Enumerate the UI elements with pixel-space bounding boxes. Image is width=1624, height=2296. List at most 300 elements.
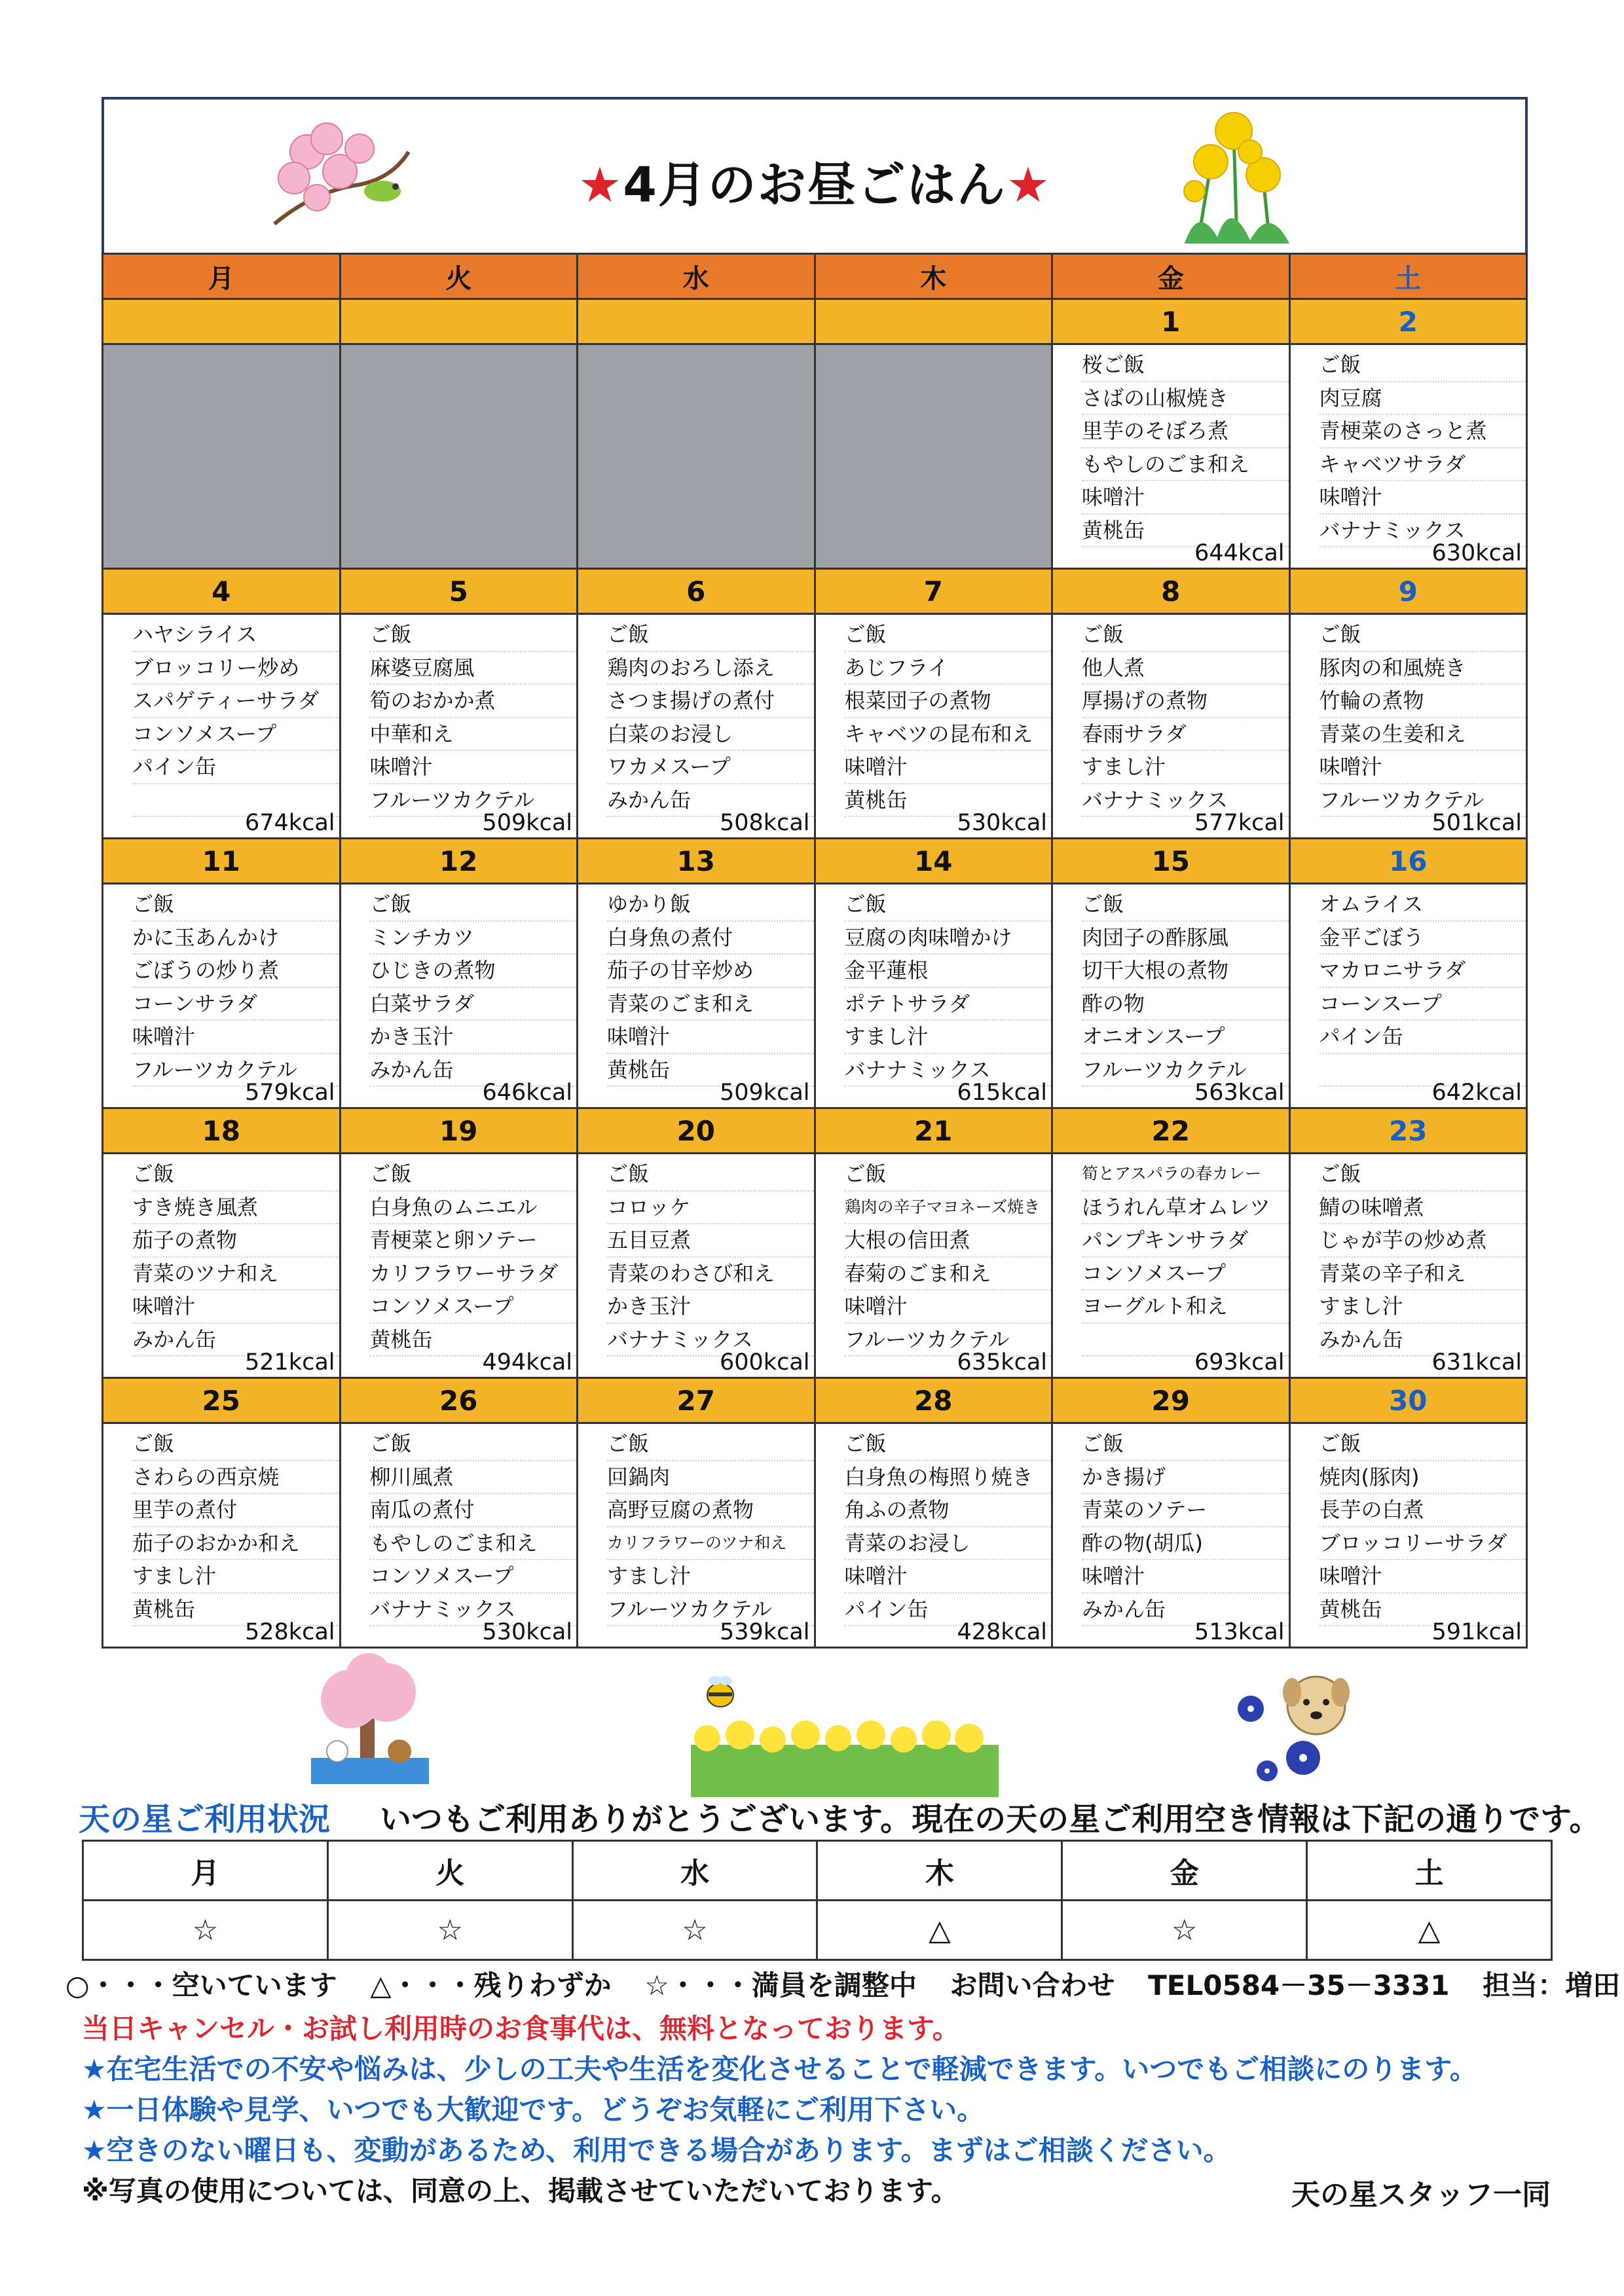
avail-day-mon: 月 xyxy=(83,1841,328,1901)
menu-item-list xyxy=(103,884,339,1087)
menu-item: 白身魚の梅照り焼き xyxy=(845,1461,1052,1495)
date-cell: 29 xyxy=(1052,1378,1290,1423)
menu-cell xyxy=(1052,1423,1290,1648)
date-cell: 13 xyxy=(578,839,815,884)
weekday-tue: 火 xyxy=(340,254,578,299)
date-cell: 5 xyxy=(340,569,578,614)
menu-item: 春雨サラダ xyxy=(1082,718,1289,752)
menu-item: オニオンスープ xyxy=(1082,1021,1289,1054)
menu-item: 金平ごぼう xyxy=(1320,922,1526,955)
empty-menu-cell xyxy=(340,344,578,569)
kcal-label: 642kcal xyxy=(1431,1080,1522,1106)
menu-item: すまし汁 xyxy=(1320,1290,1526,1324)
menu-item: ご飯 xyxy=(370,619,577,652)
menu-item: すまし汁 xyxy=(1082,751,1289,784)
avail-day-sat: 土 xyxy=(1307,1841,1552,1901)
date-cell: 11 xyxy=(103,839,341,884)
menu-item: 味噌汁 xyxy=(132,1290,339,1324)
date-row xyxy=(103,839,1527,884)
menu-item: コンソメスープ xyxy=(132,718,339,752)
menu-item: 白菜サラダ xyxy=(370,988,577,1021)
calendar-body xyxy=(103,254,1527,1648)
legend-few: △・・・残りわずか xyxy=(370,1969,612,2001)
date-cell xyxy=(103,299,341,344)
date-cell: 6 xyxy=(578,569,815,614)
menu-item: ご飯 xyxy=(370,1428,577,1461)
menu-item: ご飯 xyxy=(1320,619,1526,652)
menu-item-list xyxy=(341,884,577,1087)
menu-item: 白身魚の煮付 xyxy=(607,922,814,955)
menu-item: ご飯 xyxy=(1082,888,1289,922)
menu-item-list xyxy=(578,345,814,349)
weekday-mon: 月 xyxy=(103,254,341,299)
menu-item-list xyxy=(816,884,1052,1087)
menu-item: 鯖の味噌煮 xyxy=(1320,1192,1526,1225)
menu-item: キャベツサラダ xyxy=(1320,448,1526,482)
page-title xyxy=(104,147,1525,216)
menu-item: ポテトサラダ xyxy=(845,988,1052,1021)
menu-item: パイン缶 xyxy=(845,1594,1052,1627)
menu-cell xyxy=(340,1423,578,1648)
menu-item: 麻婆豆腐風 xyxy=(370,652,577,685)
staff-signature: 天の星スタッフ一同 xyxy=(1291,2178,1551,2212)
menu-cell xyxy=(1289,614,1527,839)
menu-item: ご飯 xyxy=(1320,349,1526,382)
menu-item: 味噌汁 xyxy=(1320,481,1526,515)
menu-item-list xyxy=(341,615,577,817)
menu-item: ご飯 xyxy=(845,1158,1052,1192)
date-cell: 14 xyxy=(815,839,1052,884)
availability-table xyxy=(82,1840,1553,1961)
date-cell: 20 xyxy=(578,1108,815,1154)
status-title: 天の星ご利用状況 xyxy=(79,1801,331,1838)
menu-item: さつま揚げの煮付 xyxy=(607,685,814,718)
menu-item: 味噌汁 xyxy=(1082,481,1289,515)
menu-item: ご飯 xyxy=(132,1428,339,1461)
menu-item-list xyxy=(816,345,1052,349)
menu-item: バナナミックス xyxy=(1320,515,1526,548)
menu-cell xyxy=(1289,344,1527,569)
legend-tel: TEL0584－35－3331 xyxy=(1148,1969,1450,2001)
note-vacancy: ★空きのない曜日も、変動があるため、利用できる場合があります。まずはご相談ください。 xyxy=(82,2134,1231,2166)
menu-item: 黄桃缶 xyxy=(1320,1594,1526,1627)
menu-item: フルーツカクテル xyxy=(132,1054,339,1087)
note-photo: ※写真の使用については、同意の上、掲載させていただいております。 xyxy=(82,2175,959,2207)
menu-item: 味噌汁 xyxy=(845,1290,1052,1324)
menu-item: 味噌汁 xyxy=(1320,751,1526,784)
rapeseed-flowers-icon xyxy=(691,1712,999,1797)
menu-item: 茄子のおかか和え xyxy=(132,1527,339,1561)
kcal-label: 528kcal xyxy=(245,1619,335,1645)
menu-item-list xyxy=(103,345,339,349)
kcal-label: 509kcal xyxy=(720,1080,810,1106)
tree-picnic-icon xyxy=(298,1653,442,1791)
kcal-label: 579kcal xyxy=(245,1080,335,1106)
menu-item: ワカメスープ xyxy=(607,751,814,784)
menu-item: 桜ご飯 xyxy=(1082,349,1289,382)
menu-cell xyxy=(578,1423,815,1648)
date-cell: 26 xyxy=(340,1378,578,1423)
menu-item-list xyxy=(578,1154,814,1357)
menu-item: 豆腐の肉味噌かけ xyxy=(845,922,1052,955)
menu-item: コーンサラダ xyxy=(132,988,339,1021)
menu-item: ご飯 xyxy=(845,619,1052,652)
menu-item: ミンチカツ xyxy=(370,922,577,955)
kcal-label: 615kcal xyxy=(957,1080,1047,1106)
menu-cell xyxy=(815,1423,1052,1648)
menu-item: 青菜のごま和え xyxy=(607,988,814,1021)
menu-item: さばの山椒焼き xyxy=(1082,382,1289,416)
note-cancel: 当日キャンセル・お試し利用時のお食事代は、無料となっております。 xyxy=(82,2013,960,2045)
menu-item: 味噌汁 xyxy=(607,1021,814,1054)
menu-item: 回鍋肉 xyxy=(607,1461,814,1495)
date-cell: 12 xyxy=(340,839,578,884)
empty-menu-cell xyxy=(815,344,1052,569)
kcal-label: 508kcal xyxy=(720,810,810,836)
date-cell: 16 xyxy=(1289,839,1527,884)
menu-item: 茄子の煮物 xyxy=(132,1224,339,1258)
weekday-sat: 土 xyxy=(1289,254,1527,299)
menu-item: ご飯 xyxy=(132,1158,339,1192)
menu-cell xyxy=(103,614,341,839)
menu-item: 青菜のソテー xyxy=(1082,1494,1289,1527)
menu-item: パイン缶 xyxy=(1320,1021,1526,1054)
menu-item-list xyxy=(1291,615,1526,817)
date-cell: 18 xyxy=(103,1108,341,1154)
menu-item: ご飯 xyxy=(1320,1158,1526,1192)
legend-contact: お問い合わせ xyxy=(950,1969,1115,2001)
date-cell: 15 xyxy=(1052,839,1290,884)
menu-item: 鶏肉のおろし添え xyxy=(607,652,814,685)
menu-item-list xyxy=(103,1154,339,1357)
date-cell: 23 xyxy=(1289,1108,1527,1154)
menu-item: すき焼き風煮 xyxy=(132,1192,339,1225)
note-consult: ★在宅生活での不安や悩みは、少しの工夫や生活を変化させることで軽減できます。いつでもご相談にのります。 xyxy=(82,2053,1477,2085)
menu-item: 味噌汁 xyxy=(845,751,1052,784)
menu-cell xyxy=(815,1154,1052,1378)
menu-item: フルーツカクテル xyxy=(370,784,577,818)
kcal-label: 494kcal xyxy=(482,1349,572,1376)
menu-item: すまし汁 xyxy=(132,1560,339,1594)
menu-item: バナナミックス xyxy=(845,1054,1052,1087)
date-cell: 4 xyxy=(103,569,341,614)
menu-item: コンソメスープ xyxy=(370,1560,577,1594)
menu-item: ご飯 xyxy=(845,1428,1052,1461)
menu-cell xyxy=(1289,884,1527,1108)
menu-item-list xyxy=(1053,884,1289,1087)
menu-item: 青菜のお浸し xyxy=(845,1527,1052,1561)
menu-item: フルーツカクテル xyxy=(845,1324,1052,1357)
kcal-label: 693kcal xyxy=(1194,1349,1285,1376)
title-text: 4月のお昼ごはん xyxy=(623,157,1006,213)
menu-cell xyxy=(103,1154,341,1378)
status-message: いつもご利用ありがとうございます。現在の天の星ご利用空き情報は下記の通りです。 xyxy=(380,1801,1601,1838)
avail-mark-thu: △ xyxy=(817,1901,1062,1960)
date-row xyxy=(103,1108,1527,1154)
menu-item: かに玉あんかけ xyxy=(132,922,339,955)
menu-item: 青梗菜と卵ソテー xyxy=(370,1224,577,1258)
menu-cell xyxy=(578,614,815,839)
menu-item: コンソメスープ xyxy=(1082,1258,1289,1291)
menu-item: 里芋の煮付 xyxy=(132,1494,339,1527)
menu-item: もやしのごま和え xyxy=(370,1527,577,1561)
menu-item: ほうれん草オムレツ xyxy=(1082,1192,1289,1225)
menu-item: 味噌汁 xyxy=(370,751,577,784)
menu-item: 長芋の白煮 xyxy=(1320,1494,1526,1527)
menu-item-list xyxy=(816,1424,1052,1626)
avail-mark-fri: ☆ xyxy=(1062,1901,1307,1960)
kcal-label: 428kcal xyxy=(957,1619,1047,1645)
legend-full: ☆・・・満員を調整中 xyxy=(644,1969,917,2001)
weekday-thu: 木 xyxy=(815,254,1052,299)
menu-item-list xyxy=(1053,615,1289,817)
kcal-label: 513kcal xyxy=(1194,1619,1285,1645)
date-cell: 25 xyxy=(103,1378,341,1423)
menu-item: 青菜のツナ和え xyxy=(132,1258,339,1291)
menu-item: かき揚げ xyxy=(1082,1461,1289,1495)
menu-item: 焼肉(豚肉) xyxy=(1320,1461,1526,1495)
menu-item: 角ふの煮物 xyxy=(845,1494,1052,1527)
avail-mark-tue: ☆ xyxy=(327,1901,572,1960)
menu-item: バナナミックス xyxy=(1082,784,1289,818)
menu-item: 青菜の辛子和え xyxy=(1320,1258,1526,1291)
kcal-label: 521kcal xyxy=(245,1349,335,1376)
menu-item-list xyxy=(341,1424,577,1626)
menu-item: 味噌汁 xyxy=(845,1560,1052,1594)
menu-item: ご飯 xyxy=(370,1158,577,1192)
kcal-label: 631kcal xyxy=(1431,1349,1522,1376)
menu-item: バナナミックス xyxy=(370,1594,577,1627)
title-star-left: ★ xyxy=(578,157,623,213)
menu-item-list xyxy=(103,1424,339,1626)
menu-item: みかん缶 xyxy=(370,1054,577,1087)
date-cell: 1 xyxy=(1052,299,1290,344)
avail-day-thu: 木 xyxy=(817,1841,1062,1901)
kcal-label: 591kcal xyxy=(1431,1619,1522,1645)
kcal-label: 501kcal xyxy=(1431,810,1522,836)
menu-item: バナナミックス xyxy=(607,1324,814,1357)
menu-item: コンソメスープ xyxy=(370,1290,577,1324)
menu-item: 味噌汁 xyxy=(1320,1560,1526,1594)
menu-item: ブロッコリーサラダ xyxy=(1320,1527,1526,1561)
menu-row xyxy=(103,614,1527,839)
menu-item: キャベツの昆布和え xyxy=(845,718,1052,752)
menu-item: 五目豆煮 xyxy=(607,1224,814,1258)
date-cell: 27 xyxy=(578,1378,815,1423)
violet-flower-icon xyxy=(1228,1686,1339,1791)
date-cell: 30 xyxy=(1289,1378,1527,1423)
menu-row xyxy=(103,1423,1527,1648)
menu-cell xyxy=(103,1423,341,1648)
menu-item: 里芋のそぼろ煮 xyxy=(1082,415,1289,448)
menu-item-list xyxy=(816,615,1052,817)
date-cell: 22 xyxy=(1052,1108,1290,1154)
menu-item: 味噌汁 xyxy=(132,1021,339,1054)
menu-row xyxy=(103,1154,1527,1378)
menu-item-list xyxy=(341,345,577,349)
menu-item-list xyxy=(816,1154,1052,1357)
menu-item: ご飯 xyxy=(607,1158,814,1192)
date-cell xyxy=(815,299,1052,344)
lunch-calendar xyxy=(101,253,1528,1649)
date-row xyxy=(103,1378,1527,1423)
menu-item: 黄桃缶 xyxy=(845,784,1052,818)
kcal-label: 630kcal xyxy=(1431,540,1522,566)
date-cell: 21 xyxy=(815,1108,1052,1154)
menu-item: フルーツカクテル xyxy=(1082,1054,1289,1087)
availability-header-row xyxy=(83,1841,1552,1901)
menu-item: すまし汁 xyxy=(607,1560,814,1594)
menu-item: オムライス xyxy=(1320,888,1526,922)
menu-item: ハヤシライス xyxy=(132,619,339,652)
legend xyxy=(65,1964,1620,2003)
menu-item: ヨーグルト和え xyxy=(1082,1290,1289,1324)
menu-item: ひじきの煮物 xyxy=(370,955,577,988)
menu-item: 青菜の生姜和え xyxy=(1320,718,1526,752)
kcal-label: 646kcal xyxy=(482,1080,572,1106)
menu-item: 肉団子の酢豚風 xyxy=(1082,922,1289,955)
menu-item: すまし汁 xyxy=(845,1021,1052,1054)
menu-item-list xyxy=(103,615,339,817)
menu-item: コロッケ xyxy=(607,1192,814,1225)
menu-item: パンプキンサラダ xyxy=(1082,1224,1289,1258)
empty-menu-cell xyxy=(103,344,341,569)
menu-item-list xyxy=(1291,1154,1526,1357)
menu-item-list xyxy=(1053,345,1289,547)
avail-mark-wed: ☆ xyxy=(572,1901,817,1960)
weekday-wed: 水 xyxy=(578,254,815,299)
menu-cell xyxy=(340,884,578,1108)
menu-item: ご飯 xyxy=(132,888,339,922)
menu-item: みかん缶 xyxy=(1320,1324,1526,1357)
menu-item: みかん缶 xyxy=(607,784,814,818)
menu-cell xyxy=(1289,1154,1527,1378)
date-cell: 28 xyxy=(815,1378,1052,1423)
kcal-label: 600kcal xyxy=(720,1349,810,1376)
avail-mark-sat: △ xyxy=(1307,1901,1552,1960)
menu-item: 中華和え xyxy=(370,718,577,752)
menu-item: 根菜団子の煮物 xyxy=(845,685,1052,718)
menu-item: ご飯 xyxy=(370,888,577,922)
menu-cell xyxy=(340,1154,578,1378)
kcal-label: 577kcal xyxy=(1194,810,1285,836)
menu-item: ご飯 xyxy=(607,619,814,652)
menu-item: 金平蓮根 xyxy=(845,955,1052,988)
menu-item: 豚肉の和風焼き xyxy=(1320,652,1526,685)
legend-available: ○・・・空いています xyxy=(65,1969,337,2001)
menu-item-list xyxy=(578,884,814,1087)
menu-item: もやしのごま和え xyxy=(1082,448,1289,482)
menu-item-list xyxy=(341,1154,577,1357)
menu-cell xyxy=(1289,1423,1527,1648)
menu-item: フルーツカクテル xyxy=(1320,784,1526,818)
menu-item: 黄桃缶 xyxy=(132,1594,339,1627)
menu-item: 南瓜の煮付 xyxy=(370,1494,577,1527)
kcal-label: 530kcal xyxy=(482,1619,572,1645)
menu-item: 味噌汁 xyxy=(1082,1560,1289,1594)
menu-item: 肉豆腐 xyxy=(1320,382,1526,416)
menu-item: 他人煮 xyxy=(1082,652,1289,685)
menu-item: 切干大根の煮物 xyxy=(1082,955,1289,988)
menu-item: 白菜のお浸し xyxy=(607,718,814,752)
menu-item: あじフライ xyxy=(845,652,1052,685)
note-trial: ★一日体験や見学、いつでも大歓迎です。どうぞお気軽にご利用下さい。 xyxy=(82,2094,985,2126)
avail-day-fri: 金 xyxy=(1062,1841,1307,1901)
menu-cell xyxy=(578,1154,815,1378)
menu-item: ご飯 xyxy=(607,1428,814,1461)
dandelion-icon xyxy=(1158,106,1309,250)
menu-item: マカロニサラダ xyxy=(1320,955,1526,988)
menu-item-list xyxy=(1053,1154,1289,1357)
menu-item: 大根の信田煮 xyxy=(845,1224,1052,1258)
menu-item: かき玉汁 xyxy=(370,1021,577,1054)
avail-day-wed: 水 xyxy=(572,1841,817,1901)
menu-cell xyxy=(815,884,1052,1108)
kcal-label: 530kcal xyxy=(957,810,1047,836)
date-cell: 2 xyxy=(1289,299,1527,344)
menu-item: 酢の物 xyxy=(1082,988,1289,1021)
menu-item: コーンスープ xyxy=(1320,988,1526,1021)
kcal-label: 644kcal xyxy=(1194,540,1285,566)
menu-item: 筍とアスパラの春カレー xyxy=(1082,1158,1289,1192)
menu-item-list xyxy=(1053,1424,1289,1626)
menu-item: みかん缶 xyxy=(1082,1594,1289,1627)
menu-item-list xyxy=(578,1424,814,1626)
weekday-fri: 金 xyxy=(1052,254,1290,299)
menu-item-list xyxy=(1291,345,1526,547)
menu-item: ご飯 xyxy=(1320,1428,1526,1461)
menu-item: みかん缶 xyxy=(132,1324,339,1357)
menu-item: パイン缶 xyxy=(132,751,339,784)
menu-item: カリフラワーサラダ xyxy=(370,1258,577,1291)
date-cell: 7 xyxy=(815,569,1052,614)
menu-cell xyxy=(1052,884,1290,1108)
menu-item-list xyxy=(1291,1424,1526,1626)
kcal-label: 539kcal xyxy=(720,1619,810,1645)
menu-item: ゆかり飯 xyxy=(607,888,814,922)
menu-item-list xyxy=(1291,884,1526,1087)
menu-item: 青梗菜のさっと煮 xyxy=(1320,415,1526,448)
menu-item: 黄桃缶 xyxy=(607,1054,814,1087)
date-cell xyxy=(578,299,815,344)
menu-item: フルーツカクテル xyxy=(607,1594,814,1627)
kcal-label: 509kcal xyxy=(482,810,572,836)
menu-item: 筍のおかか煮 xyxy=(370,685,577,718)
date-cell: 9 xyxy=(1289,569,1527,614)
kcal-label: 563kcal xyxy=(1194,1080,1285,1106)
menu-item: さわらの西京焼 xyxy=(132,1461,339,1495)
menu-cell xyxy=(1052,1154,1290,1378)
menu-cell xyxy=(815,614,1052,839)
menu-item: 茄子の甘辛炒め xyxy=(607,955,814,988)
menu-row xyxy=(103,344,1527,569)
menu-item: スパゲティーサラダ xyxy=(132,685,339,718)
menu-item: カリフラワーのツナ和え xyxy=(607,1527,814,1561)
menu-item: じゃが芋の炒め煮 xyxy=(1320,1224,1526,1258)
avail-day-tue: 火 xyxy=(327,1841,572,1901)
menu-item: 鶏肉の辛子マヨネーズ焼き xyxy=(845,1192,1052,1225)
menu-cell xyxy=(103,884,341,1108)
weekday-header-row xyxy=(103,254,1527,299)
menu-item: 春菊のごま和え xyxy=(845,1258,1052,1291)
menu-item: 青菜のわさび和え xyxy=(607,1258,814,1291)
date-row xyxy=(103,299,1527,344)
empty-menu-cell xyxy=(578,344,815,569)
menu-item: 柳川風煮 xyxy=(370,1461,577,1495)
menu-item: ご飯 xyxy=(1082,619,1289,652)
menu-item: ご飯 xyxy=(1082,1428,1289,1461)
menu-cell xyxy=(578,884,815,1108)
